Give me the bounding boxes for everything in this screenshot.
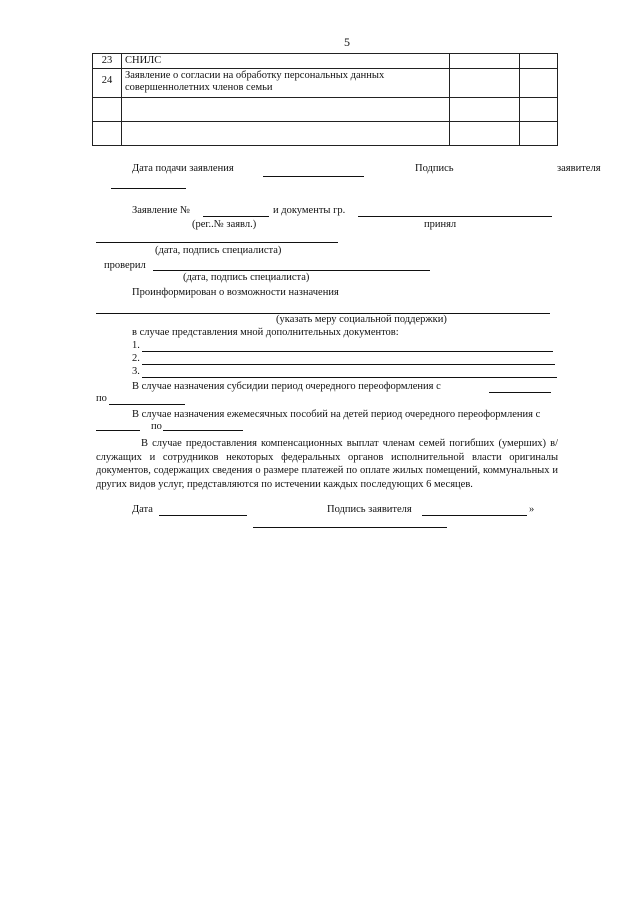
document-name <box>122 98 450 122</box>
document-name: Заявление о согласии на обработку персональных данных совершеннолетних членов семьи <box>122 69 450 98</box>
submission-date-field[interactable] <box>263 176 364 177</box>
row-number: 24 <box>93 69 122 98</box>
table-cell <box>450 122 520 146</box>
table-cell <box>520 54 558 69</box>
document-name <box>122 122 450 146</box>
po-label: по <box>96 393 107 404</box>
checked-label: проверил <box>104 260 146 271</box>
informed-label: Проинформирован о возможности назначения <box>132 287 339 298</box>
signature-label: Подпись <box>415 163 454 174</box>
table-cell <box>450 54 520 69</box>
citizen-name-field[interactable] <box>358 216 552 217</box>
subsidy-text: В случае назначения субсидии период очередного переоформления с <box>132 381 441 392</box>
table-row <box>93 69 558 98</box>
po-label: по <box>151 421 162 432</box>
table-row <box>93 122 558 146</box>
table-row <box>93 98 558 122</box>
additional-doc-field-3[interactable] <box>142 377 557 378</box>
bottom-line <box>253 527 447 528</box>
row-number: 23 <box>93 54 122 69</box>
applicant-signature-field[interactable] <box>422 515 527 516</box>
date-label: Дата <box>132 504 153 515</box>
item-number: 2. <box>132 353 140 364</box>
page-number: 5 <box>344 35 350 49</box>
table-cell <box>520 98 558 122</box>
date-sign-hint: (дата, подпись специалиста) <box>183 272 310 283</box>
additional-doc-field-1[interactable] <box>142 351 553 352</box>
reg-number-hint: (рег..№ заявл.) <box>192 219 257 230</box>
accepted-date-sign-field[interactable] <box>96 242 338 243</box>
subsidy-from-field[interactable] <box>489 392 551 393</box>
support-measure-hint: (указать меру социальной поддержки) <box>276 314 447 325</box>
item-number: 1. <box>132 340 140 351</box>
row-number <box>93 98 122 122</box>
compensation-text: В случае предоставления компенсационных выплат членам семей погибших (умерших) в/служащих и сотрудников некоторых федеральных органов исполнительной власти оригиналы документов, содержащих сведения о размере платежей по оплате жилых помещений, коммунальных и других видов услуг, представляются по истечении каждых последующих 6 месяцев. <box>96 438 558 490</box>
applicant-label: заявителя <box>557 163 601 174</box>
additional-doc-field-2[interactable] <box>142 364 555 365</box>
date-sign-hint: (дата, подпись специалиста) <box>155 245 282 256</box>
row-number <box>93 122 122 146</box>
applicant-signature-label: Подпись заявителя <box>327 504 412 515</box>
date-field[interactable] <box>159 515 247 516</box>
subsidy-to-field[interactable] <box>109 404 185 405</box>
accepted-label: принял <box>424 219 457 230</box>
table-cell <box>450 69 520 98</box>
application-number-field[interactable] <box>203 216 269 217</box>
additional-docs-label: в случае представления мной дополнительных документов: <box>132 327 399 338</box>
table-cell <box>520 69 558 98</box>
allowance-text: В случае назначения ежемесячных пособий на детей период очередного переоформления с <box>132 409 541 420</box>
documents-of-label: и документы гр. <box>273 205 346 216</box>
table-cell <box>450 98 520 122</box>
table-cell <box>520 122 558 146</box>
table-row <box>93 54 558 69</box>
compensation-paragraph <box>96 437 558 491</box>
checked-field[interactable] <box>153 270 430 271</box>
applicant-signature-field[interactable] <box>111 188 186 189</box>
closing-quote: » <box>529 504 535 515</box>
documents-table <box>92 53 558 146</box>
application-number-label: Заявление № <box>132 205 191 216</box>
item-number: 3. <box>132 366 140 377</box>
document-name: СНИЛС <box>122 54 450 69</box>
submission-date-label: Дата подачи заявления <box>132 163 234 174</box>
allowance-to-field[interactable] <box>163 430 243 431</box>
allowance-from-field[interactable] <box>96 430 140 431</box>
